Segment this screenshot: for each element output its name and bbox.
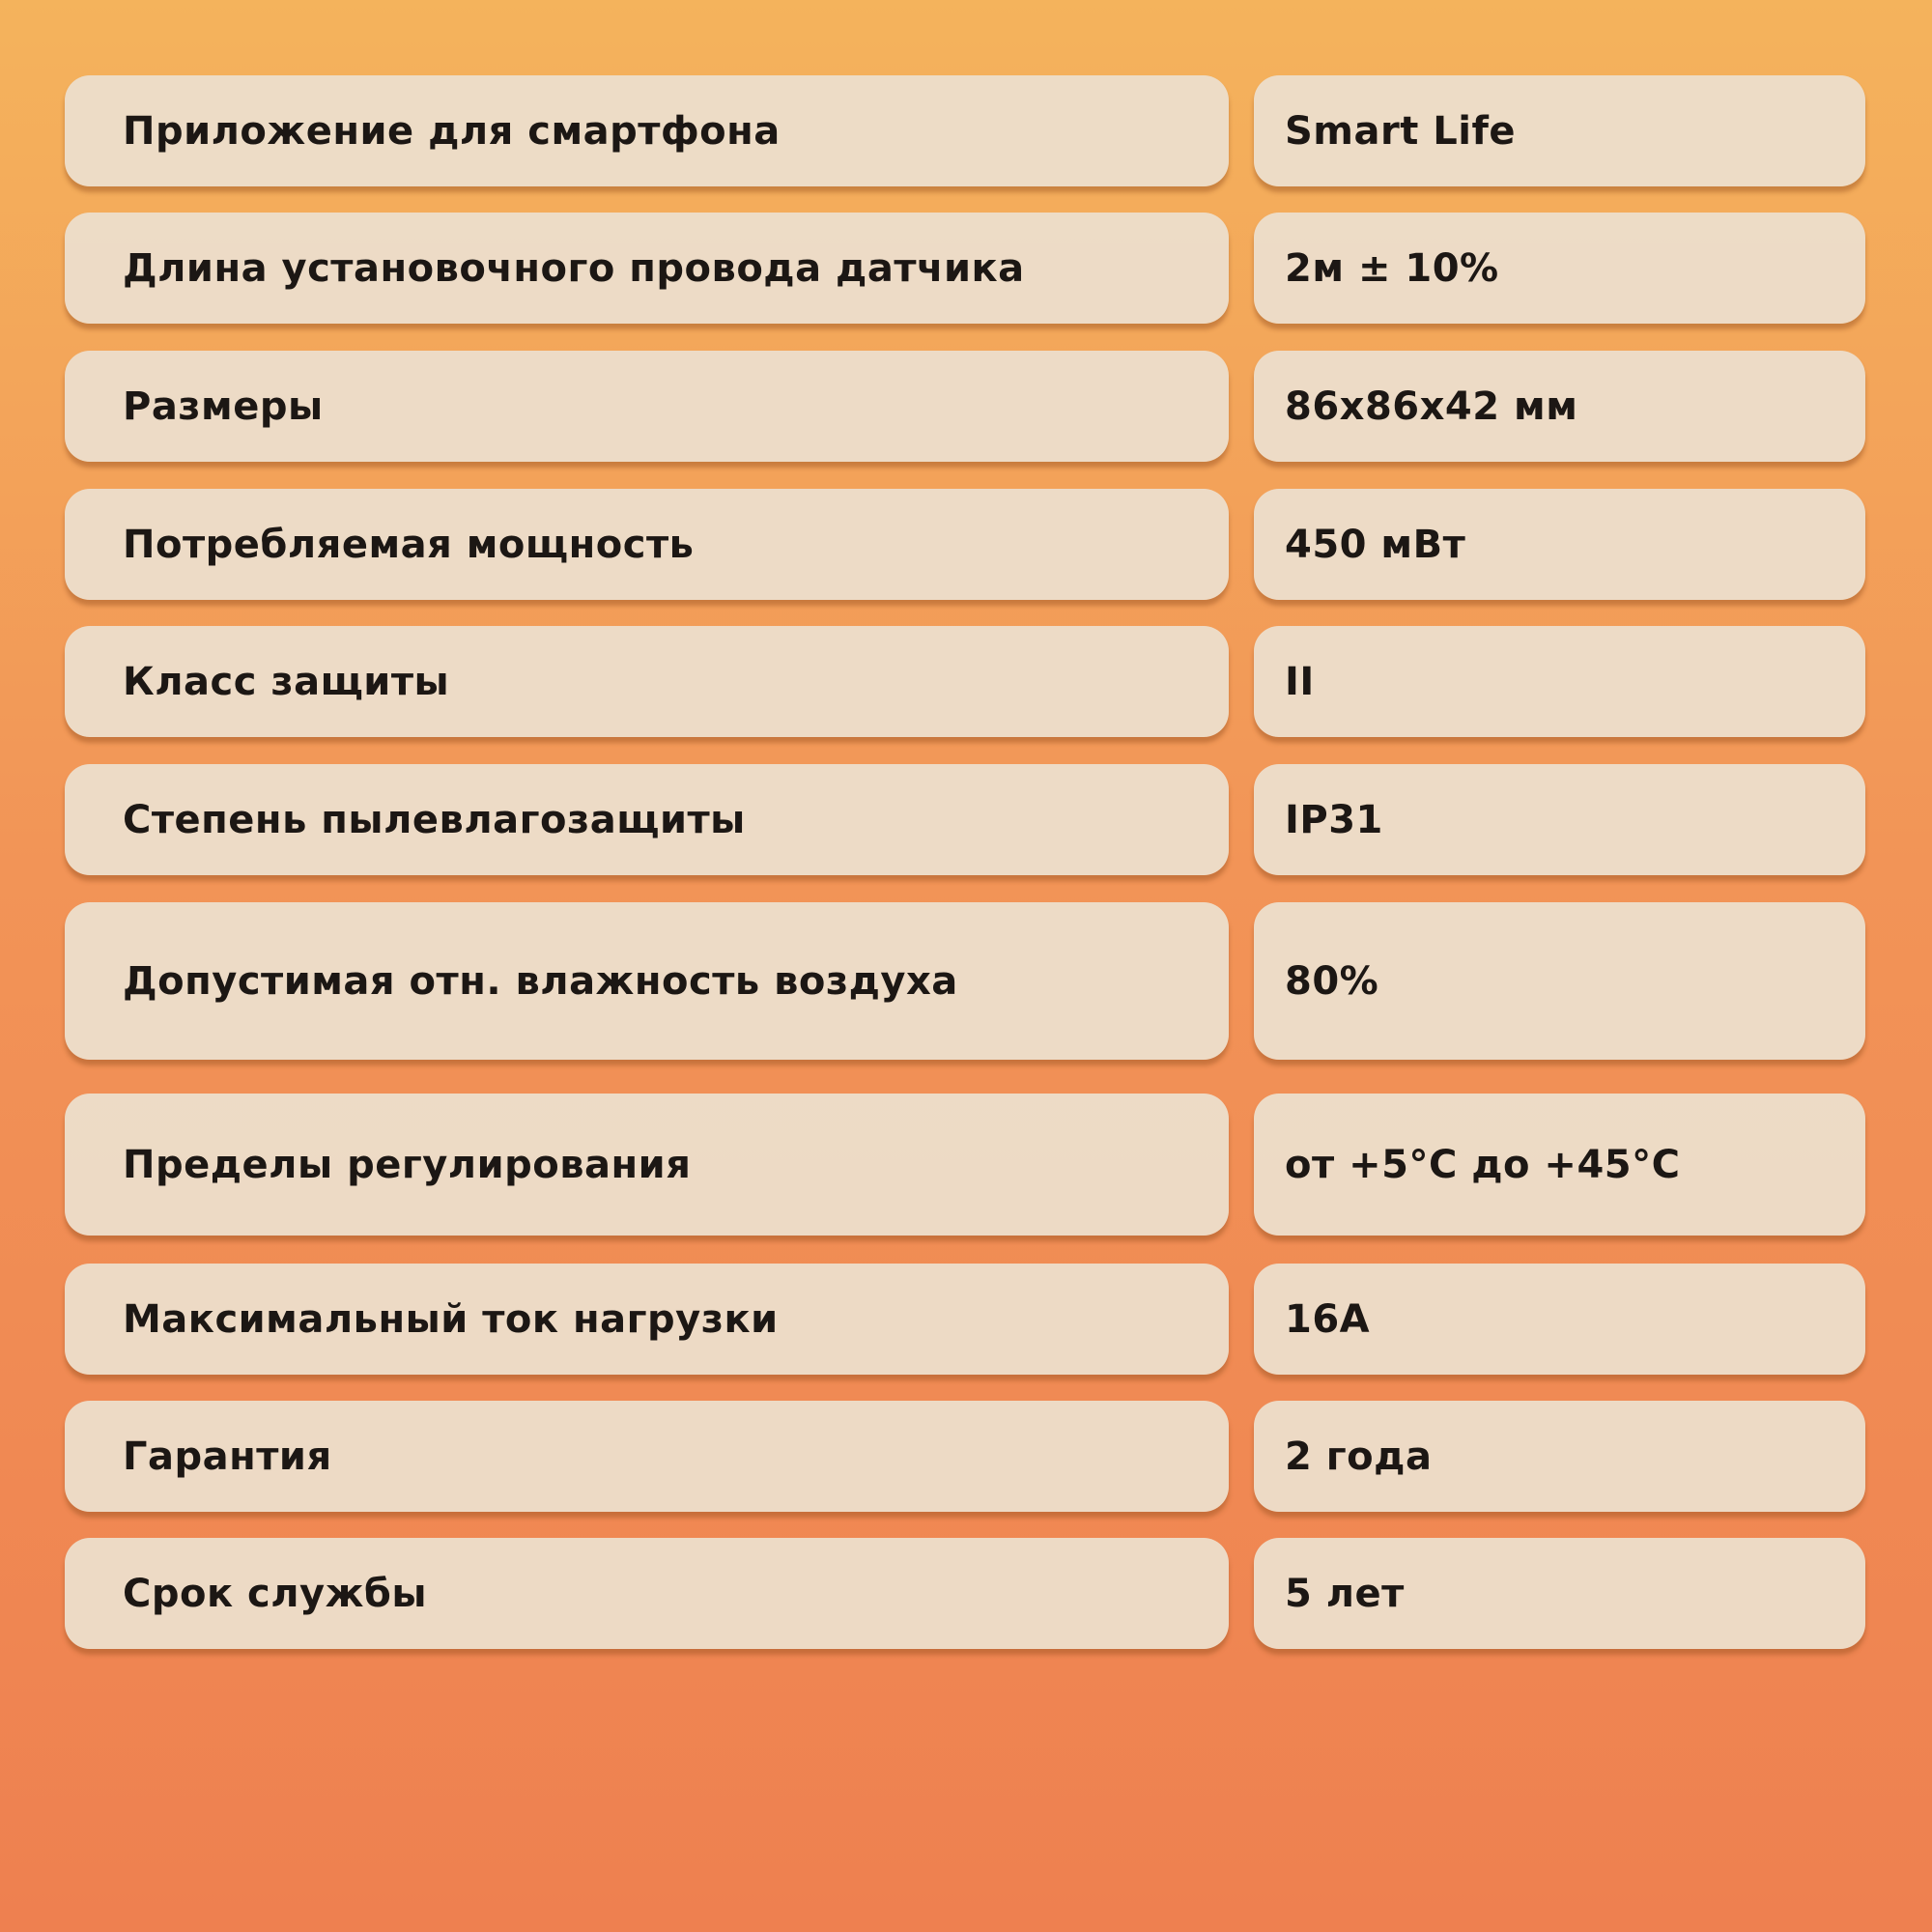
spec-label-service-life: Срок службы <box>65 1538 1229 1649</box>
spec-value-warranty: 2 года <box>1254 1401 1865 1512</box>
spec-value-max-current: 16А <box>1254 1264 1865 1375</box>
spec-label-range: Пределы регулирования <box>65 1094 1229 1236</box>
spec-value-dimensions: 86х86х42 мм <box>1254 351 1865 462</box>
spec-value-range: от +5°С до +45°С <box>1254 1094 1865 1236</box>
spec-label-humidity: Допустимая отн. влажность воздуха <box>65 902 1229 1060</box>
spec-label-ip-rating: Степень пылевлагозащиты <box>65 764 1229 875</box>
spec-label-max-current: Максимальный ток нагрузки <box>65 1264 1229 1375</box>
spec-label-app: Приложение для смартфона <box>65 75 1229 186</box>
spec-value-app: Smart Life <box>1254 75 1865 186</box>
spec-label-dimensions: Размеры <box>65 351 1229 462</box>
spec-label-wire-length: Длина установочного провода датчика <box>65 213 1229 324</box>
spec-label-power: Потребляемая мощность <box>65 489 1229 600</box>
spec-value-service-life: 5 лет <box>1254 1538 1865 1649</box>
spec-value-ip-rating: IP31 <box>1254 764 1865 875</box>
spec-value-wire-length: 2м ± 10% <box>1254 213 1865 324</box>
spec-label-protection-class: Класс защиты <box>65 626 1229 737</box>
spec-value-protection-class: II <box>1254 626 1865 737</box>
spec-value-power: 450 мВт <box>1254 489 1865 600</box>
spec-value-humidity: 80% <box>1254 902 1865 1060</box>
spec-label-warranty: Гарантия <box>65 1401 1229 1512</box>
